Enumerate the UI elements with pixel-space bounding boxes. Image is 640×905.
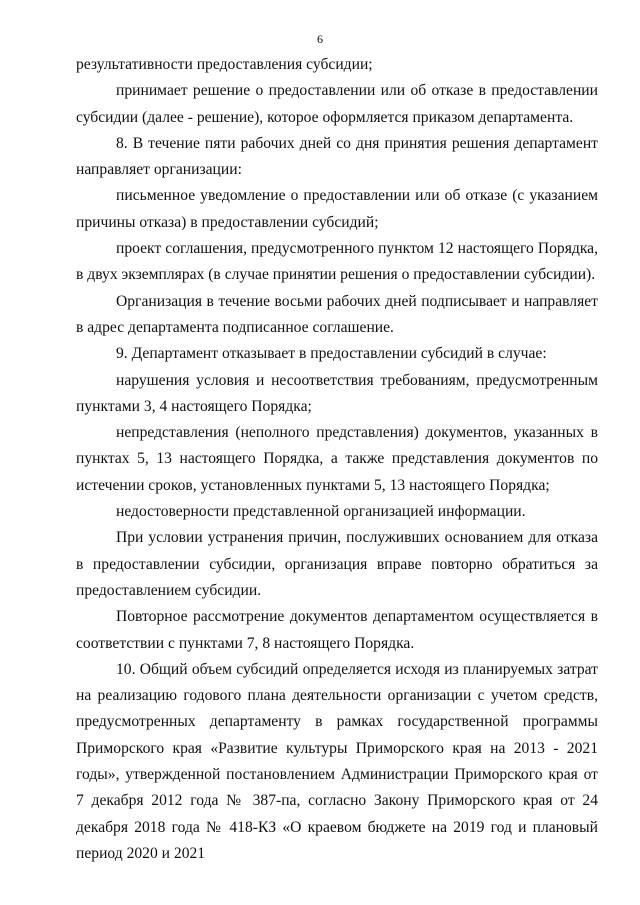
paragraph-agreement-draft: проект соглашения, предусмотренного пунктом 12 настоящего Порядка, в двух экземплярах (в случае принятии решения о предоставлении субсидии). xyxy=(76,240,598,284)
page-number: 6 xyxy=(317,32,323,46)
paragraph-continuation: результативности предоставления субсидии; xyxy=(76,56,373,73)
paragraph-refusal-reason-3: недостоверности представленной организацией информации. xyxy=(116,503,526,521)
document-body xyxy=(76,52,598,867)
paragraph-reconsideration: Повторное рассмотрение документов департаментом осуществляется в соответствии с пунктами 7, 8 настоящего Порядка. xyxy=(76,608,598,652)
paragraph-reapply: При условии устранения причин, послуживших основанием для отказа в предоставлении субсидии, организация вправе повторно обратиться за предоставлением субсидии. xyxy=(76,529,598,599)
paragraph-item-8: 8. В течение пяти рабочих дней со дня принятия решения департамент направляет организации: xyxy=(76,134,598,179)
paragraph-refusal-reason-2: непредставления (неполного представления) документов, указанных в пунктах 5, 13 настоящего Порядка, а также представления документов по истечении сроков, установленных пунктами 5, 13 настоящего Порядка; xyxy=(76,424,598,494)
paragraph-item-10: 10. Общий объем субсидий определяется исходя из планируемых затрат на реализацию годового плана деятельности организации с учетом средств, предусмотренных департаменту в рамках государственной программы Приморского края «Развитие культуры Приморского края на 2013 - 2021 годы», утвержденной постановлением Администрации Приморского края от 7 декабря 2012 года № 387-па, согласно Закону Приморского края от 24 декабря 2018 года № 418-КЗ «О краевом бюджете на 2019 год и плановый период 2020 и 2021 xyxy=(76,660,598,862)
paragraph-organization-signs: Организация в течение восьми рабочих дней подписывает и направляет в адрес департамента подписанное соглашение. xyxy=(76,292,598,336)
paragraph-refusal-reason-1: нарушения условия и несоответствия требованиям, предусмотренным пунктами 3, 4 настоящего Порядка; xyxy=(76,371,598,415)
paragraph-item-9: 9. Департамент отказывает в предоставлении субсидий в случае: xyxy=(116,345,547,363)
paragraph-decision: принимает решение о предоставлении или об отказе в предоставлении субсидии (далее - решение), которое оформляется приказом департамента. xyxy=(76,82,598,126)
paragraph-notification: письменное уведомление о предоставлении или об отказе (с указанием причины отказа) в предоставлении субсидий; xyxy=(76,187,598,231)
